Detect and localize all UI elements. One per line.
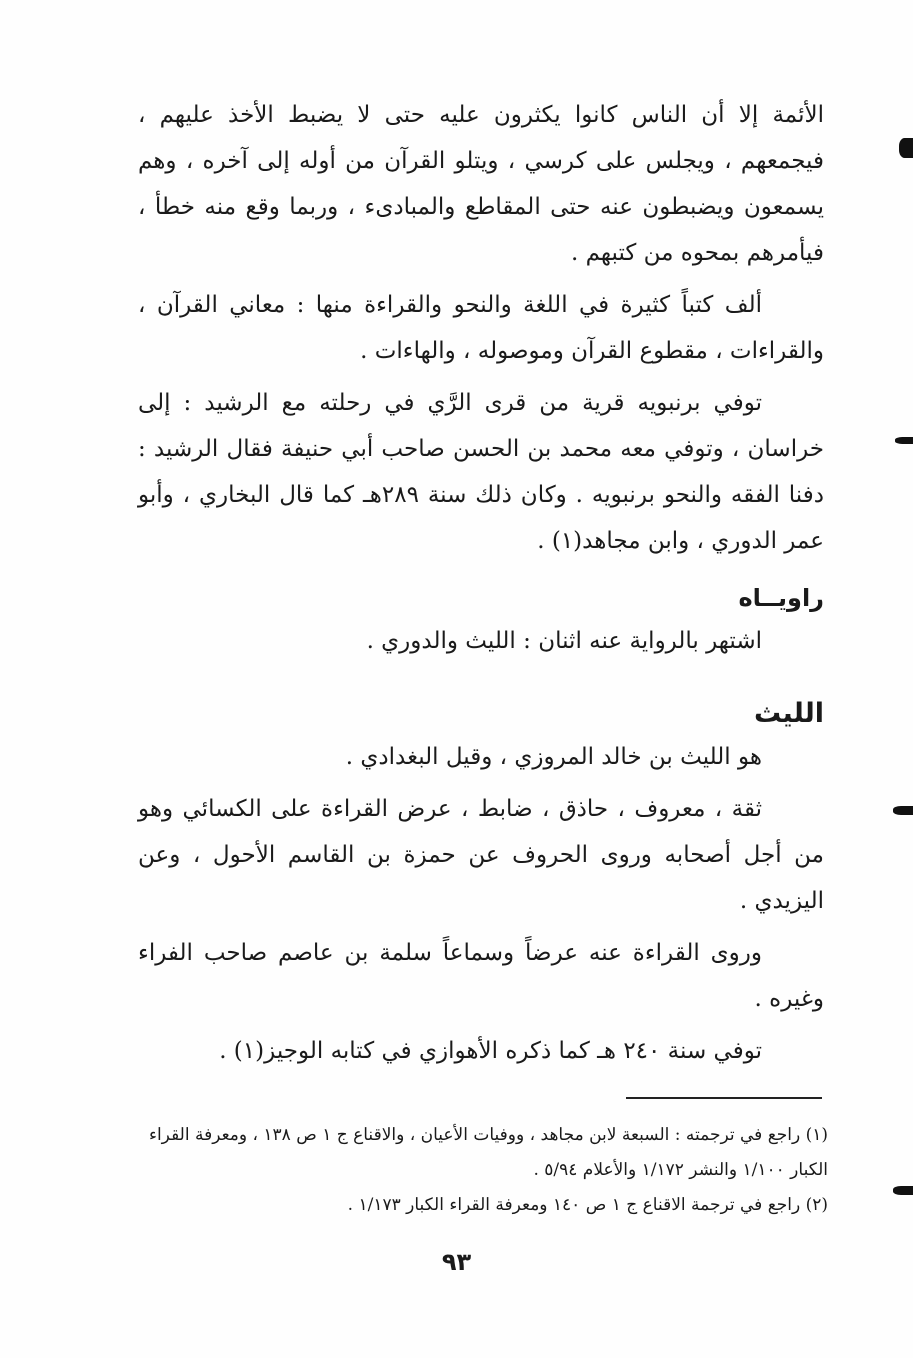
rawis-text: اشتهر بالرواية عنه اثنان : الليث والدوري . <box>366 628 762 654</box>
page-number: ٩٣ <box>441 1248 472 1276</box>
footnotes <box>138 1118 828 1223</box>
edge-mark <box>893 806 913 815</box>
layth-paragraph-4: توفي سنة ٢٤٠ هـ كما ذكره الأهوازي في كتابه الوجيز(١) . <box>219 1038 762 1064</box>
edge-mark <box>893 1186 913 1195</box>
paragraph-2: ألف كتباً كثيرة في اللغة والنحو والقراءة منها : معاني القرآن ، والقراءات ، مقطوع القرآن وموصوله ، والهاءات . <box>138 292 824 364</box>
footnote-2: (٢) راجع في ترجمة الاقناع ج ١ ص ١٤٠ ومعرفة القراء الكبار ١/١٧٣ . <box>347 1195 828 1215</box>
heading-rawis: راويــاه <box>738 584 824 612</box>
footnote-divider <box>626 1097 822 1099</box>
heading-layth: الليث <box>753 698 824 729</box>
footnote-1: (١) راجع في ترجمته : السبعة لابن مجاهد ، ووفيات الأعيان ، والاقناع ج ١ ص ١٣٨ ، ومعرفة القراء الكبار ١/١٠٠ والنشر ١/١٧٢ والأعلام ٥/٩٤ . <box>148 1125 828 1180</box>
layth-paragraph-3: وروى القراءة عنه عرضاً وسماعاً سلمة بن عاصم صاحب الفراء وغيره . <box>138 940 824 1012</box>
main-text <box>138 92 824 1080</box>
paragraph-3: توفي برنبويه قرية من قرى الرَّي في رحلته مع الرشيد : إلى خراسان ، وتوفي معه محمد بن الحسن صاحب أبي حنيفة فقال الرشيد : دفنا الفقه والنحو برنبويه . وكان ذلك سنة ٢٨٩هـ كما قال البخاري ، وأبو عمر الدوري ، وابن مجاهد(١) . <box>138 390 824 554</box>
edge-mark <box>895 437 913 444</box>
layth-paragraph-1: هو الليث بن خالد المروزي ، وقيل البغدادي . <box>345 744 762 770</box>
layth-paragraph-2: ثقة ، معروف ، حاذق ، ضابط ، عرض القراءة على الكسائي وهو من أجل أصحابه وروى الحروف عن حمزة بن القاسم الأحول ، وعن اليزيدي . <box>138 796 824 914</box>
edge-mark <box>899 138 913 158</box>
paragraph-1: الأئمة إلا أن الناس كانوا يكثرون عليه حتى لا يضبط الأخذ عليهم ، فيجمعهم ، ويجلس على كرسي ، ويتلو القرآن من أوله إلى آخره ، وهم يسمعون ويضبطون عنه حتى المقاطع والمبادىء ، وربما وقع منه خطأ ، فيأمرهم بمحوه من كتبهم . <box>138 102 824 266</box>
